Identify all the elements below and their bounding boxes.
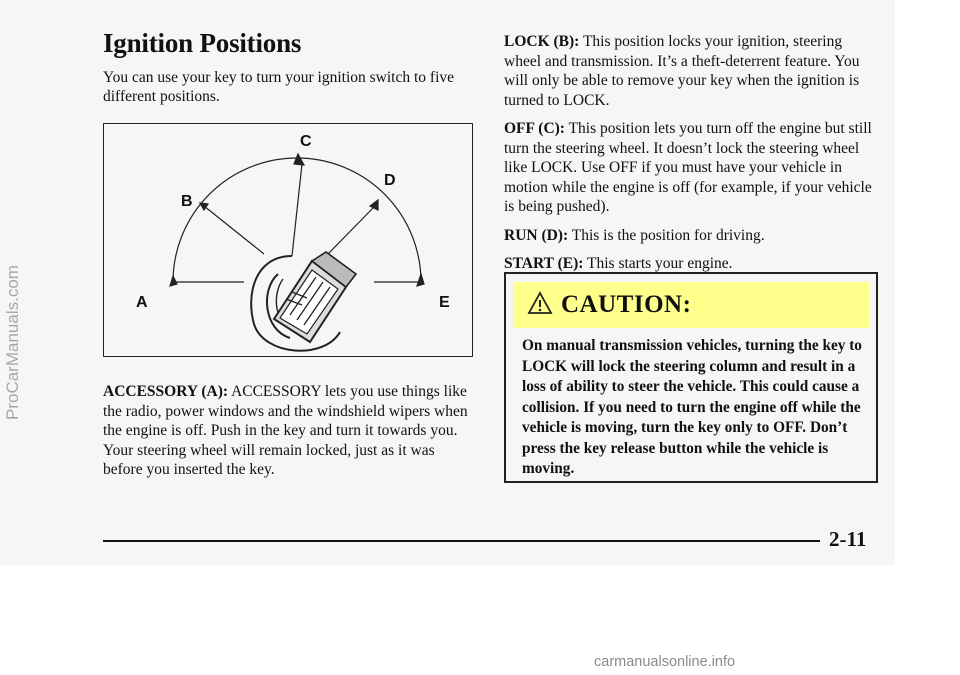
page-number: 2-11 (829, 527, 867, 551)
ignition-key-icon (251, 252, 356, 351)
caution-text: On manual transmission vehicles, turning the key to LOCK will lock the steering column and result in a loss of ability to steer the vehicle. This could cause a collision. If you need to turn the engine off while the vehicle is moving, turn the key only to OFF. Don’t press the key release button while the vehicle is moving. (522, 337, 862, 477)
position-run (504, 226, 880, 246)
intro-paragraph: You can use your key to turn your ignition switch to five different positions. (103, 69, 455, 105)
position-term: OFF (C): (504, 120, 565, 137)
caution-box (504, 272, 878, 483)
position-label-d: D (384, 172, 396, 189)
position-term: START (E): (504, 255, 584, 272)
ignition-diagram (103, 123, 473, 357)
page-title: Ignition Positions (103, 28, 302, 58)
right-column (504, 32, 880, 283)
position-term: LOCK (B): (504, 33, 580, 50)
position-label-e: E (439, 294, 450, 311)
footer-watermark: carmanualsonline.info (594, 654, 736, 670)
accessory-description (103, 382, 478, 480)
position-off (504, 119, 880, 217)
position-lock (504, 32, 880, 110)
footer-rule (103, 540, 820, 542)
position-label-b: B (181, 193, 193, 210)
position-start (504, 254, 880, 274)
watermark: ProCarManuals.com (3, 265, 22, 420)
position-label-a: A (136, 294, 148, 311)
warning-triangle-icon (527, 291, 553, 320)
left-column (103, 28, 478, 106)
accessory-term: ACCESSORY (A): (103, 383, 229, 400)
position-text: This position locks your ignition, steering wheel and transmission. It’s a theft-deterrent feature. You will only be able to remove your key when the ignition is turned to LOCK. (504, 33, 860, 109)
caution-header (513, 282, 869, 328)
caution-title: CAUTION: (561, 291, 692, 318)
ignition-diagram-svg (104, 124, 471, 355)
position-term: RUN (D): (504, 226, 569, 244)
accessory-text: ACCESSORY lets you use things like the radio, power windows and the windshield wipers when the engine is off. Push in the key and turn it towards you. Your steering wheel will remain locked, just as it was before you inserted the key. (103, 383, 468, 478)
position-text: This position lets you turn off the engine but still turn the steering wheel. It doesn’t lock the steering wheel like LOCK. Use OFF if you must have your vehicle in motion while the engine is off (for example, if your vehicle is being pushed). (504, 120, 872, 215)
position-text: This starts your engine. (583, 255, 733, 272)
position-text: This is the position for driving. (568, 226, 765, 244)
position-label-c: C (300, 133, 312, 150)
